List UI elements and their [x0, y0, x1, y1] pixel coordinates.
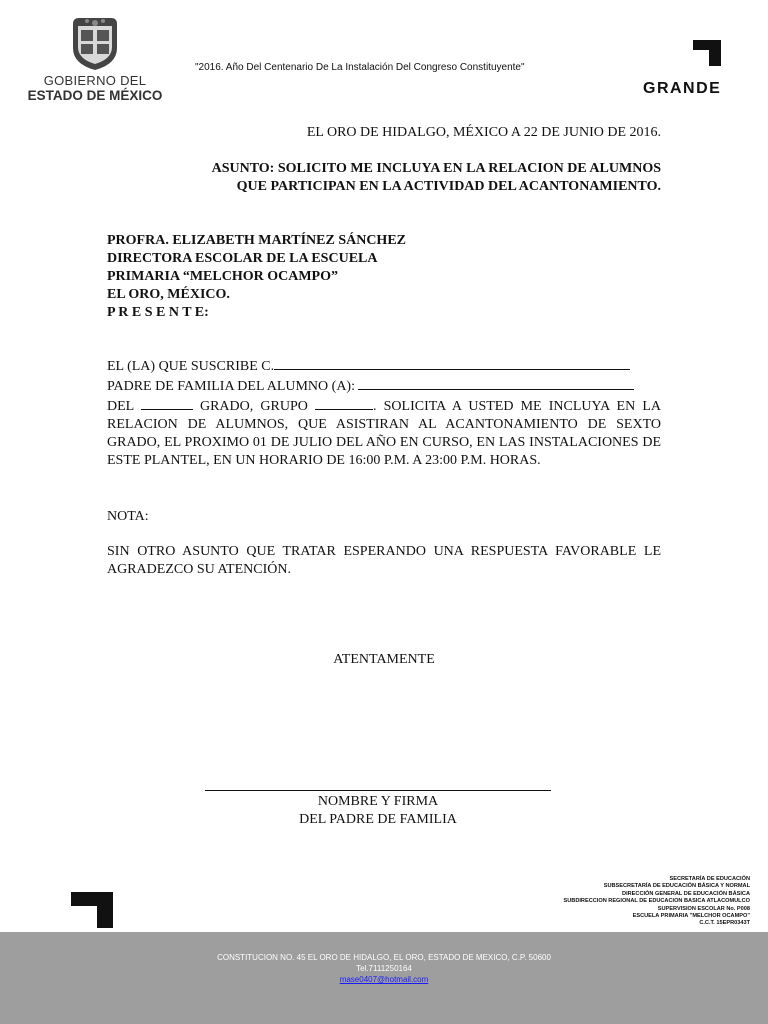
corner-mark-icon — [693, 40, 723, 66]
note: NOTA: — [107, 509, 149, 524]
subject-line-1: ASUNTO: SOLICITO ME INCLUYA EN LA RELACION DE ALUMNOS — [211, 161, 661, 176]
credit-line: C.C.T. 15EPR0343T — [699, 920, 750, 927]
credit-line: ESCUELA PRIMARIA "MELCHOR OCAMPO" — [632, 913, 750, 920]
credit-line: DIRECCIÓN GENERAL DE EDUCACIÓN BÁSICA — [622, 890, 750, 897]
subject-line-2: QUE PARTICIPAN EN LA ACTIVIDAD DEL ACANTONAMIENTO. — [236, 179, 661, 194]
grade-label: GRADO, GRUPO — [199, 399, 308, 414]
grade-blank[interactable] — [141, 396, 193, 410]
subscriber-label: EL (LA) QUE SUSCRIBE C. — [107, 359, 275, 374]
subject — [107, 160, 661, 196]
footer-address: CONSTITUCION NO. 45 EL ORO DE HIDALGO, EL ORO, ESTADO DE MEXICO, C.P. 50600 — [217, 953, 551, 962]
recipient-city: EL ORO, MÉXICO. — [107, 287, 230, 302]
subscriber-name-blank[interactable] — [274, 356, 630, 370]
signature-label-2: DEL PADRE DE FAMILIA — [299, 812, 457, 827]
student-name-blank[interactable] — [358, 376, 634, 390]
group-blank[interactable] — [315, 396, 373, 410]
sign-off: ATENTAMENTE — [333, 652, 435, 667]
credit-line: SUPERVISION ESCOLAR No. P008 — [657, 905, 750, 912]
recipient-school: PRIMARIA “MELCHOR OCAMPO” — [107, 269, 338, 284]
credit-line: SECRETARÍA DE EDUCACIÓN — [669, 876, 750, 882]
government-logo — [20, 14, 170, 103]
presente: P R E S E N T E: — [107, 305, 209, 320]
recipient-name: PROFRA. ELIZABETH MARTÍNEZ SÁNCHEZ — [107, 233, 406, 248]
recipient-title: DIRECTORA ESCOLAR DE LA ESCUELA — [107, 251, 378, 266]
signature-label — [205, 793, 551, 829]
del-label: DEL — [107, 399, 134, 414]
student-label: PADRE DE FAMILIA DEL ALUMNO (A): — [107, 379, 355, 394]
recipient-block — [107, 232, 661, 322]
coat-of-arms-icon — [67, 14, 123, 72]
footer-corner-mark-icon — [71, 892, 115, 933]
footer-email-link[interactable]: mase0407@hotmail.com — [339, 975, 429, 984]
logo-line-2: ESTADO DE MÉXICO — [27, 88, 163, 103]
request-body: . SOLICITA A USTED ME INCLUYA EN LA RELACION DE ALUMNOS, QUE ASISTIRAN AL ACANTONAMIENTO DE SEXTO GRADO, EL PROXIMO 01 DE JULIO DEL AÑO EN CURSO, EN LAS INSTALACIONES DE ESTE PLANTEL, EN UN HORARIO DE 16:00 P.M. A 23:00 P.M. HORAS. — [107, 399, 662, 468]
student-line — [107, 376, 661, 396]
signature-label-1: NOMBRE Y FIRMA — [317, 794, 439, 809]
motto: "2016. Año Del Centenario De La Instalación Del Congreso Constituyente" — [195, 62, 525, 73]
credit-line: SUBSECRETARÍA DE EDUCACIÓN BÁSICA Y NORMAL — [603, 883, 750, 890]
footer-phone: Tel.7111250164 — [356, 964, 412, 973]
grande-brand — [643, 40, 738, 98]
closing-text: SIN OTRO ASUNTO QUE TRATAR ESPERANDO UNA RESPUESTA FAVORABLE LE AGRADEZCO SU ATENCIÓN. — [107, 544, 661, 577]
logo-line-1: GOBIERNO DEL — [43, 73, 147, 88]
credit-line: SUBDIRECCION REGIONAL DE EDUCACION BASICA ATLACOMULCO — [563, 898, 750, 905]
subscriber-line — [107, 356, 661, 376]
place-date: EL ORO DE HIDALGO, MÉXICO A 22 DE JUNIO DE 2016. — [306, 125, 661, 140]
footer-bar — [0, 932, 768, 1024]
request-text — [107, 396, 661, 470]
signature-line[interactable] — [205, 790, 551, 791]
brand-text: GRANDE — [643, 80, 722, 97]
request-paragraph — [107, 356, 661, 470]
institution-credits — [564, 876, 750, 928]
